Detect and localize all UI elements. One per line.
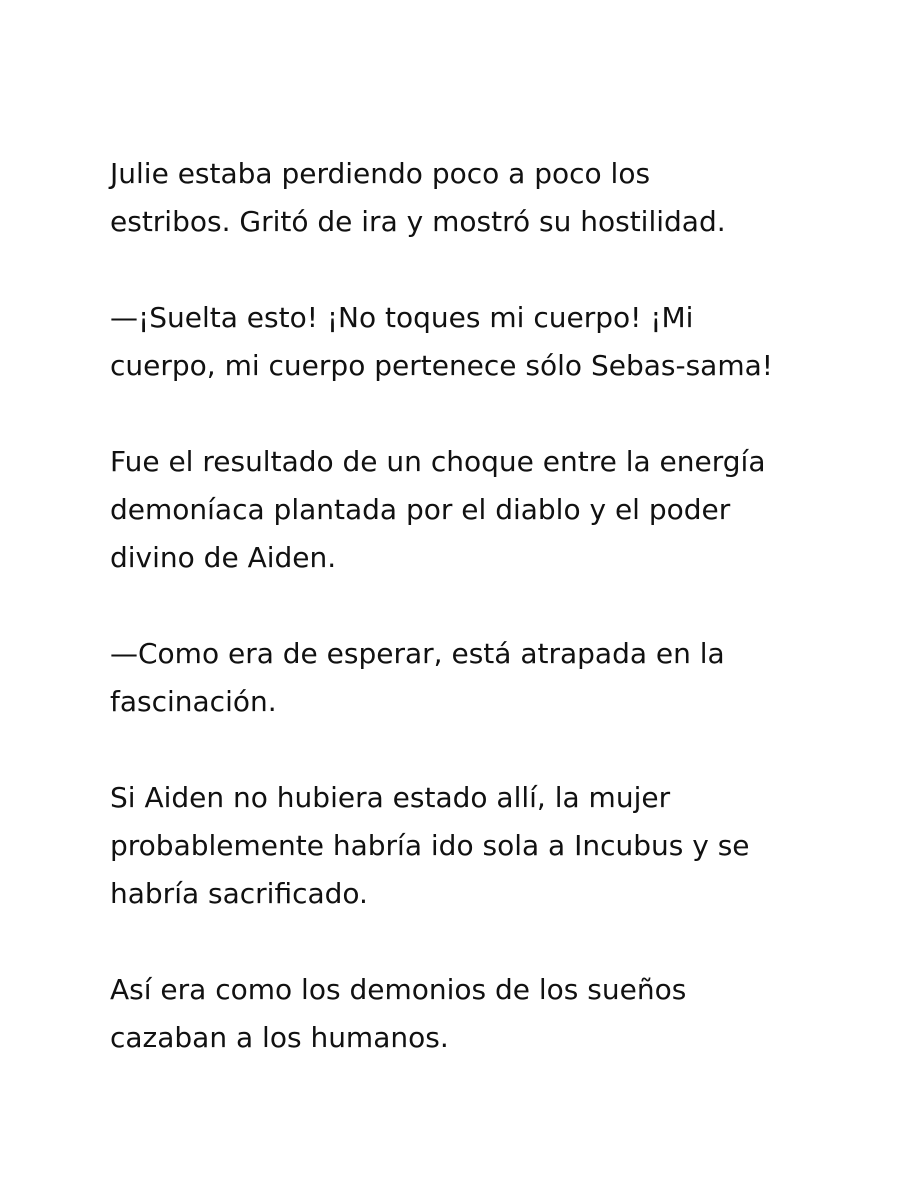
paragraph-line: estribos. Gritó de ira y mostró su hostilidad. <box>110 205 726 238</box>
paragraph-3 <box>110 438 830 582</box>
paragraph-2 <box>110 294 830 390</box>
paragraph-6 <box>110 966 830 1062</box>
paragraph-5 <box>110 774 830 918</box>
paragraph-line: —¡Suelta esto! ¡No toques mi cuerpo! ¡Mi <box>110 301 694 334</box>
paragraph-line: Si Aiden no hubiera estado allí, la mujer <box>110 781 671 814</box>
paragraph-1 <box>110 150 830 246</box>
paragraph-line: demoníaca plantada por el diablo y el poder <box>110 493 731 526</box>
paragraph-line: —Como era de esperar, está atrapada en la <box>110 637 725 670</box>
paragraph-line: divino de Aiden. <box>110 541 337 574</box>
paragraph-line: cazaban a los humanos. <box>110 1021 449 1054</box>
paragraph-line: Fue el resultado de un choque entre la energía <box>110 445 766 478</box>
document-page <box>110 150 830 1110</box>
paragraph-line: cuerpo, mi cuerpo pertenece sólo Sebas-sama! <box>110 349 773 382</box>
paragraph-line: habría sacrificado. <box>110 877 368 910</box>
paragraph-line: fascinación. <box>110 685 277 718</box>
paragraph-line: Así era como los demonios de los sueños <box>110 973 687 1006</box>
paragraph-4 <box>110 630 830 726</box>
paragraph-line: Julie estaba perdiendo poco a poco los <box>110 157 651 190</box>
paragraph-line: probablemente habría ido sola a Incubus y se <box>110 829 750 862</box>
